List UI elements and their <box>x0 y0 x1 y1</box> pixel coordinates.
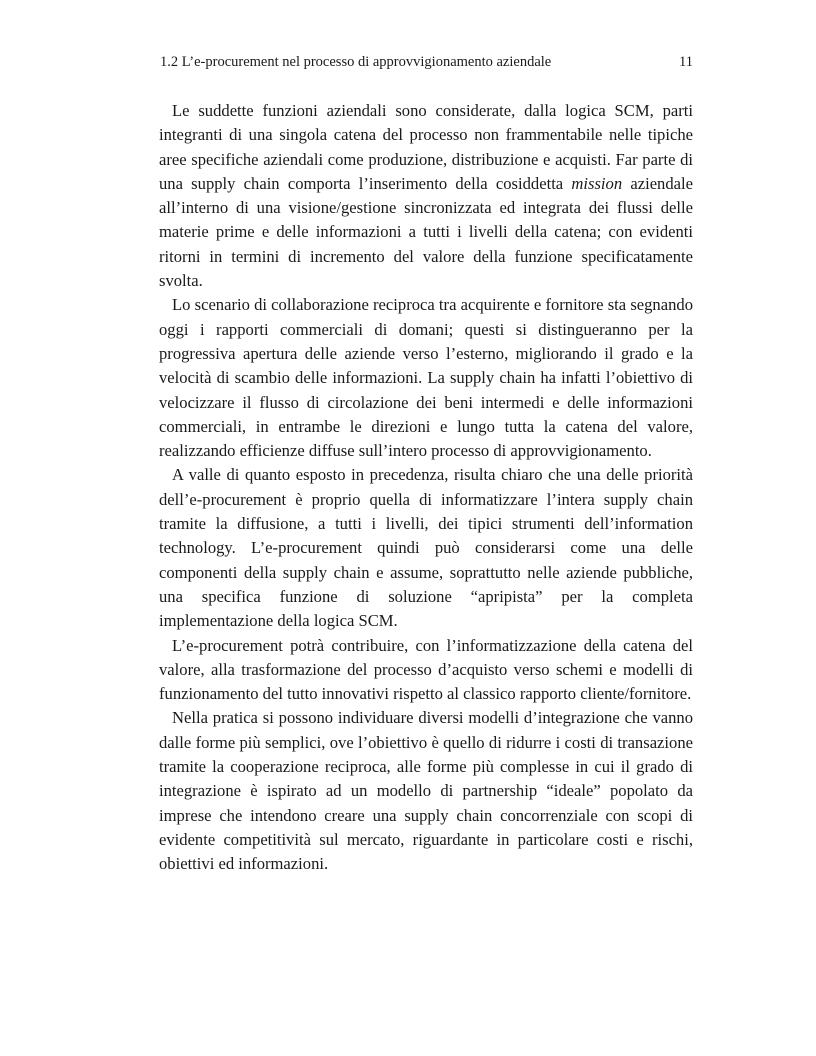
paragraph <box>159 99 693 293</box>
paragraph: Nella pratica si possono individuare diversi modelli d’integrazione che vanno dalle forme più semplici, ove l’obiettivo è quello di ridurre i costi di transazione tramite la cooperazione reciproca, alle forme più complesse in cui il grado di integrazione è ispirato ad un modello di partnership “ideale” popolato da imprese che intendono creare una supply chain concorrenziale con scopi di evidente competitività sul mercato, riguardante in particolare costi e rischi, obiettivi ed informazioni. <box>159 708 693 874</box>
paragraph-text: Le suddette funzioni aziendali sono considerate, dalla logica SCM, parti integranti di una singola catena del processo non frammentabile nelle tipiche aree specifiche aziendali come produzione, distribuzione e acquisti. Far parte di una supply chain comporta l’inserimento della cosiddetta <box>159 101 693 193</box>
emphasis-text: mission <box>571 173 623 193</box>
page-number: 11 <box>679 54 693 70</box>
section-title: 1.2 L’e-procurement nel processo di approvvigionamento aziendale <box>160 54 552 70</box>
body-text <box>159 99 693 877</box>
running-header <box>160 52 693 72</box>
paragraph-text: aziendale all’interno di una visione/gestione sincronizzata ed integrata dei flussi delle materie prime e delle informazioni a tutti i livelli della catena; con evidenti ritorni in termini di incremento del valore della funzione specificatamente svolta. <box>159 173 693 291</box>
paragraph: L’e-procurement potrà contribuire, con l’informatizzazione della catena del valore, alla trasformazione del processo d’acquisto verso schemi e modelli di funzionamento del tutto innovativi rispetto al classico rapporto cliente/fornitore. <box>159 635 693 704</box>
paragraph: Lo scenario di collaborazione reciproca tra acquirente e fornitore sta segnando oggi i rapporti commerciali di domani; questi si distingueranno per la progressiva apertura delle aziende verso l’esterno, migliorando il grado e la velocità di scambio delle informazioni. La supply chain ha infatti l’obiettivo di velocizzare il flusso di circolazione dei beni intermedi e delle informazioni commerciali, in entrambe le direzioni e lungo tutta la catena del valore, realizzando efficienze diffuse sull’intero processo di approvvigionamento. <box>159 295 693 461</box>
paragraph: A valle di quanto esposto in precedenza, risulta chiaro che una delle priorità dell’e-procurement è proprio quella di informatizzare l’intera supply chain tramite la diffusione, a tutti i livelli, dei tipici strumenti dell’information technology. L’e-procurement quindi può considerarsi come una delle componenti della supply chain e assume, soprattutto nelle aziende pubbliche, una specifica funzione di soluzione “apripista” per la completa implementazione della logica SCM. <box>159 465 693 631</box>
